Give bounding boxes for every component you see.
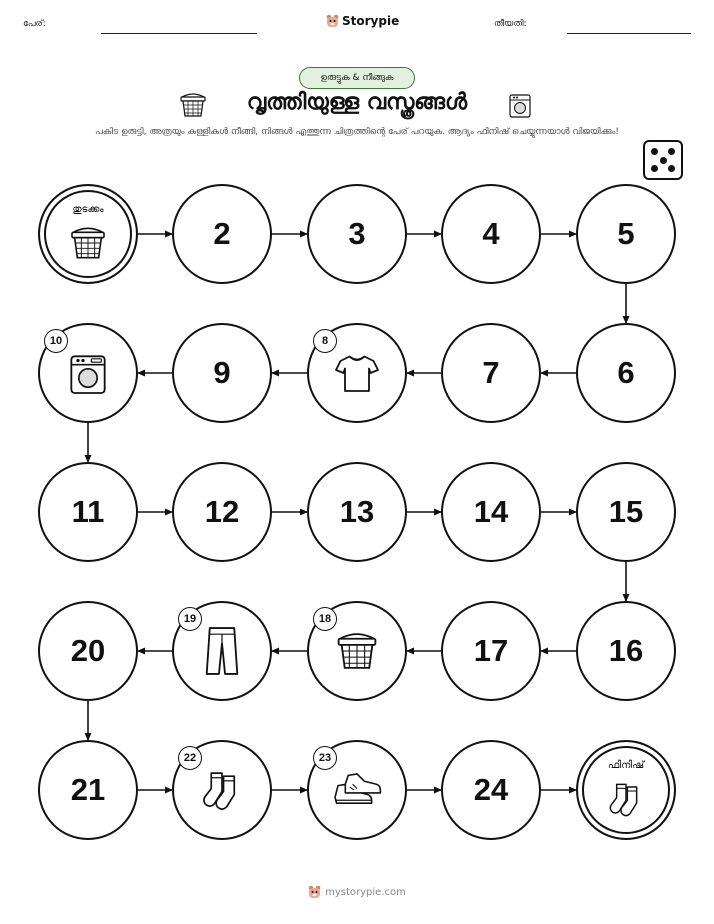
brand-name: Storypie [342,14,400,28]
cell-number: 9 [213,355,231,390]
board-cell-16[interactable] [576,601,676,701]
page-title: വൃത്തിയുള്ള വസ്ത്രങ്ങൾ [246,90,468,115]
cell-number: 7 [482,355,500,390]
board-cell-19[interactable] [172,601,272,701]
finish-label: ഫിനിഷ് [607,760,645,771]
date-label: തീയതി: [494,19,527,29]
cell-number: 11 [71,494,105,529]
cell-number: 13 [339,494,375,529]
board-cell-9[interactable] [172,323,272,423]
instructions: പകിട ഉരുട്ടി, അത്രയും കള്ളികൾ നീങ്ങി, നിങ്ങൾ എത്തുന്ന ചിത്രത്തിന്റെ പേര് പറയുക. ആദ്യം ഫിനിഷ് ചെയ്യുന്നയാൾ വിജയിക്കും! [95,127,619,137]
cell-number: 21 [70,772,106,807]
cell-number: 12 [204,494,240,529]
cell-number: 3 [348,216,366,251]
cell-badge: 19 [178,607,202,631]
washing-machine-icon [68,351,108,395]
board-cell-17[interactable] [441,601,541,701]
cell-number: 5 [617,216,635,251]
laundry-basket-icon [334,631,380,671]
board-cell-5[interactable] [576,184,676,284]
board-cell-18[interactable] [307,601,407,701]
cell-number: 17 [473,633,509,668]
board-cell-24[interactable] [441,740,541,840]
cell-badge: 23 [313,746,337,770]
footer-url: mystorypie.com [325,886,406,898]
board-cell-11[interactable] [38,462,138,562]
cell-number: 2 [213,216,231,251]
cell-number: 16 [608,633,644,668]
board-cell-2[interactable] [172,184,272,284]
board-cell-4[interactable] [441,184,541,284]
trousers-icon [205,625,239,677]
board-cell-23[interactable] [307,740,407,840]
board-cell-7[interactable] [441,323,541,423]
board-cell-3[interactable] [307,184,407,284]
board-cell-13[interactable] [307,462,407,562]
cell-number: 6 [617,355,635,390]
footer [0,885,714,899]
sneakers-icon [332,771,382,809]
board-cell-15[interactable] [576,462,676,562]
board-cell-12[interactable] [172,462,272,562]
start-label: തുടക്കം [72,204,104,215]
storypie-logo-icon [308,885,321,899]
board-cell-10[interactable] [38,323,138,423]
board-cell-6[interactable] [576,323,676,423]
name-label: പേര്: [23,19,46,29]
board-cell-finish[interactable] [576,740,676,840]
cell-number: 14 [473,494,509,529]
board-cell-14[interactable] [441,462,541,562]
board-cell-21[interactable] [38,740,138,840]
cell-number: 24 [473,772,509,807]
cell-badge: 8 [313,329,337,353]
cell-number: 20 [70,633,106,668]
cell-badge: 10 [44,329,68,353]
cell-badge: 22 [178,746,202,770]
cell-badge: 18 [313,607,337,631]
cell-number: 15 [608,494,644,529]
board-cell-20[interactable] [38,601,138,701]
socks-icon [606,781,646,817]
game-type-pill: ഉരുട്ടുക & നീങ്ങുക [299,67,415,89]
cell-number: 4 [482,216,500,251]
board-cell-start[interactable] [38,184,138,284]
laundry-basket-icon [68,225,108,261]
t-shirt-icon [334,352,380,394]
board-cell-8[interactable] [307,323,407,423]
socks-icon [199,770,245,810]
board-cell-22[interactable] [172,740,272,840]
